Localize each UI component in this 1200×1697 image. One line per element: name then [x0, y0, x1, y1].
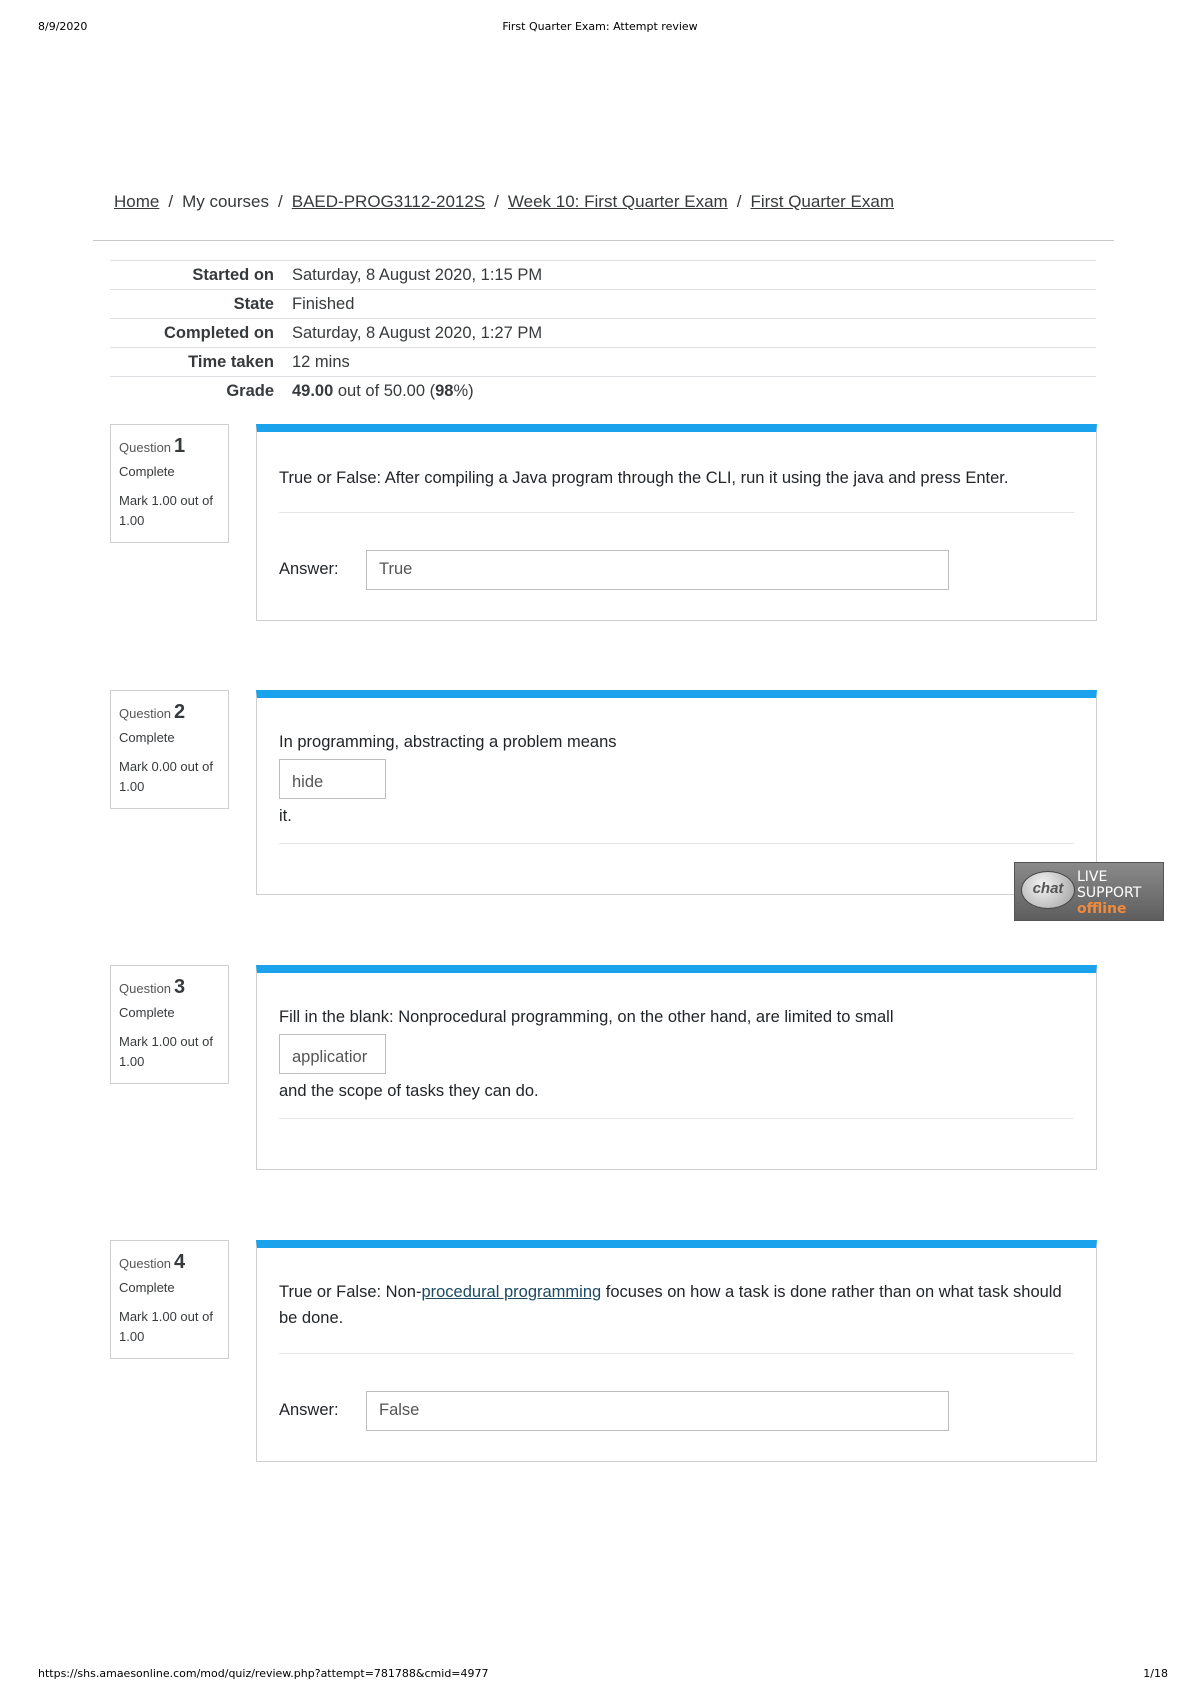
question-content-4 [256, 1240, 1097, 1462]
chat-bubble-icon: chat [1021, 871, 1075, 909]
question-mark: Mark 1.00 out of 1.00 [119, 1309, 213, 1344]
breadcrumb [114, 192, 894, 212]
print-url: https://shs.amaesonline.com/mod/quiz/review.php?attempt=781788&cmid=4977 [38, 1667, 489, 1680]
attempt-summary-table [110, 260, 1096, 405]
question-text-suffix: focuses on how a task is done rather than on what task should be done. [279, 1283, 1062, 1327]
print-date: 8/9/2020 [38, 20, 88, 33]
question-label: Question [119, 981, 172, 996]
question-text: True or False: After compiling a Java program through the CLI, run it using the java and press Enter. [279, 469, 1009, 487]
breadcrumb-week-link[interactable]: Week 10: First Quarter Exam [507, 192, 728, 211]
summary-row-started [110, 261, 1096, 290]
question-state: Complete [119, 1005, 175, 1020]
question-text-before: Fill in the blank: Nonprocedural programming, on the other hand, are limited to small [279, 1008, 894, 1026]
breadcrumb-separator: / [494, 192, 499, 211]
chat-support-label: SUPPORT [1077, 885, 1142, 901]
blank-answer-field[interactable]: applicatior [279, 1034, 386, 1074]
question-info-1 [110, 424, 229, 543]
glossary-link[interactable]: procedural programming [421, 1283, 602, 1301]
summary-row-grade [110, 377, 1096, 406]
question-state: Complete [119, 464, 175, 479]
question-label: Question [119, 706, 172, 721]
grade-score: 49.00 [292, 381, 334, 400]
question-divider [279, 843, 1074, 844]
live-support-chat-widget[interactable] [1014, 862, 1164, 921]
question-text-after: it. [279, 807, 292, 825]
breadcrumb-home-link[interactable]: Home [114, 192, 160, 211]
question-number [119, 435, 220, 458]
answer-row [279, 560, 413, 579]
summary-row-time [110, 348, 1096, 377]
question-divider [279, 512, 1074, 513]
question-content-3 [256, 965, 1097, 1170]
breadcrumb-course-link[interactable]: BAED-PROG3112-2012S [291, 192, 486, 211]
answer-field[interactable]: False [366, 1391, 949, 1431]
question-mark: Mark 1.00 out of 1.00 [119, 1034, 213, 1069]
answer-field[interactable]: True [366, 550, 949, 590]
question-mark: Mark 1.00 out of 1.00 [119, 493, 213, 528]
header-divider [93, 240, 1114, 241]
breadcrumb-quiz-link[interactable]: First Quarter Exam [750, 192, 895, 211]
chat-live-label: LIVE [1077, 869, 1108, 885]
summary-row-completed [110, 319, 1096, 348]
question-state: Complete [119, 730, 175, 745]
blank-answer-field[interactable]: hide [279, 759, 386, 799]
question-mark: Mark 0.00 out of 1.00 [119, 759, 213, 794]
summary-row-state [110, 290, 1096, 319]
question-number [119, 1251, 220, 1274]
question-info-4 [110, 1240, 229, 1359]
question-label: Question [119, 1256, 172, 1271]
completed-on-label: Completed on [110, 319, 292, 348]
breadcrumb-separator: / [736, 192, 742, 211]
question-text [279, 1279, 1074, 1331]
print-page-number: 1/18 [1143, 1667, 1168, 1680]
question-info-2 [110, 690, 229, 809]
grade-percent: 98 [435, 381, 454, 400]
chat-status: offline [1077, 901, 1127, 917]
print-title: First Quarter Exam: Attempt review [502, 20, 698, 33]
grade-percent-suffix: %) [453, 381, 474, 400]
answer-label: Answer: [279, 560, 339, 578]
question-number [119, 701, 220, 724]
breadcrumb-my-courses: My courses [182, 192, 270, 211]
question-info-3 [110, 965, 229, 1084]
started-on-value: Saturday, 8 August 2020, 1:15 PM [292, 261, 1096, 290]
completed-on-value: Saturday, 8 August 2020, 1:27 PM [292, 319, 1096, 348]
question-number-value: 1 [174, 435, 186, 457]
question-number [119, 976, 220, 999]
question-text-before: In programming, abstracting a problem means [279, 733, 617, 751]
breadcrumb-separator: / [168, 192, 174, 211]
question-number-value: 3 [174, 976, 186, 998]
question-state: Complete [119, 1280, 175, 1295]
started-on-label: Started on [110, 261, 292, 290]
state-label: State [110, 290, 292, 319]
question-text-after: and the scope of tasks they can do. [279, 1082, 539, 1100]
question-number-value: 2 [174, 701, 186, 723]
question-content-1 [256, 424, 1097, 621]
time-taken-value: 12 mins [292, 348, 1096, 377]
question-divider [279, 1118, 1074, 1119]
question-text [279, 1004, 1074, 1104]
question-label: Question [119, 440, 172, 455]
question-number-value: 4 [174, 1251, 186, 1273]
question-text-prefix: True or False: Non- [279, 1283, 422, 1301]
answer-label: Answer: [279, 1401, 339, 1419]
question-content-2 [256, 690, 1097, 895]
answer-row [279, 1401, 420, 1420]
time-taken-label: Time taken [110, 348, 292, 377]
question-divider [279, 1353, 1074, 1354]
question-text [279, 729, 1074, 829]
grade-label: Grade [110, 377, 292, 406]
chat-widget-text [1077, 869, 1141, 917]
grade-out-of: out of 50.00 ( [333, 381, 436, 400]
grade-value [292, 377, 1096, 406]
breadcrumb-separator: / [278, 192, 283, 211]
state-value: Finished [292, 290, 1096, 319]
